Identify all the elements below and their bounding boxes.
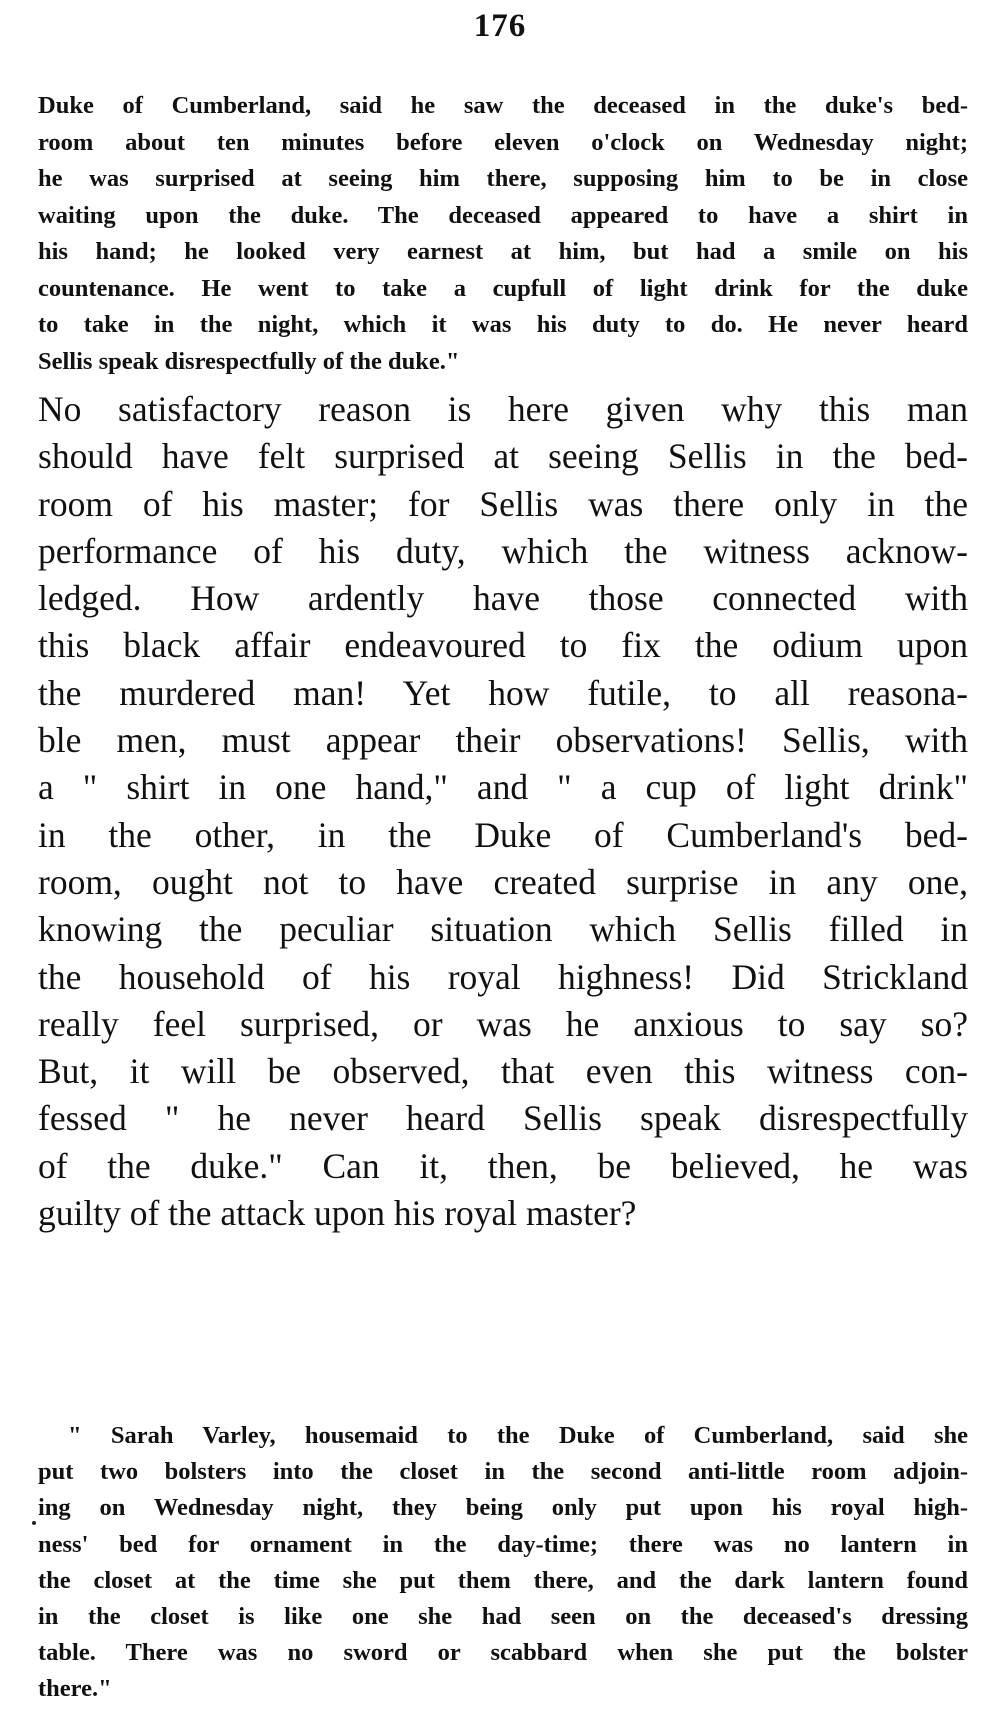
quote-bottom-line: there." bbox=[38, 1675, 112, 1703]
quote-top-line: Sellis speak disrespectfully of the duke." bbox=[38, 347, 460, 375]
quote-top-line: his hand; he looked very earnest at him, but had a smile on his bbox=[38, 238, 968, 265]
body-line: ledged. How ardently have those connected with bbox=[38, 578, 968, 619]
body-line: fessed " he never heard Sellis speak disrespectfully bbox=[38, 1098, 968, 1139]
quote-top-line: waiting upon the duke. The deceased appeared to have a shirt in bbox=[38, 201, 968, 229]
quote-top-line: countenance. He went to take a cupfull of light drink for the duke bbox=[38, 274, 968, 302]
body-line: the murdered man! Yet how futile, to all reasona- bbox=[38, 672, 968, 713]
quote-top-line: Duke of Cumberland, said he saw the deceased in the duke's bed- bbox=[38, 92, 968, 119]
quote-bottom-line: put two bolsters into the closet in the second anti-little room adjoin- bbox=[38, 1458, 968, 1486]
body-line: room, ought not to have created surprise in any one, bbox=[38, 861, 968, 902]
body-text bbox=[38, 386, 968, 1237]
body-line: performance of his duty, which the witness acknow- bbox=[38, 530, 968, 571]
quote-bottom-line: ness' bed for ornament in the day-time; there was no lantern in bbox=[38, 1530, 968, 1558]
body-line: of the duke." Can it, then, be believed, he was bbox=[38, 1145, 968, 1186]
body-line: knowing the peculiar situation which Sellis filled in bbox=[38, 909, 968, 950]
quote-top-line: he was surprised at seeing him there, supposing him to be in close bbox=[38, 165, 968, 192]
body-line: ble men, must appear their observations! Sellis, with bbox=[38, 720, 968, 761]
stray-mark bbox=[32, 1521, 36, 1525]
quote-top-line: room about ten minutes before eleven o'clock on Wednesday night; bbox=[38, 128, 968, 156]
body-line: should have felt surprised at seeing Sellis in the bed- bbox=[38, 436, 968, 477]
body-line: guilty of the attack upon his royal master? bbox=[38, 1193, 637, 1234]
body-line: really feel surprised, or was he anxious to say so? bbox=[38, 1003, 968, 1044]
body-line: in the other, in the Duke of Cumberland's bed- bbox=[38, 814, 968, 855]
quote-bottom-line: ing on Wednesday night, they being only put upon his royal high- bbox=[38, 1494, 968, 1522]
body-line: this black affair endeavoured to fix the odium upon bbox=[38, 625, 968, 666]
quote-bottom-line: in the closet is like one she had seen on the deceased's dressing bbox=[38, 1603, 968, 1631]
quote-bottom-line: " Sarah Varley, housemaid to the Duke of Cumberland, said she bbox=[68, 1422, 968, 1449]
body-line: room of his master; for Sellis was there only in the bbox=[38, 483, 968, 524]
quote-bottom-line: the closet at the time she put them there, and the dark lantern found bbox=[38, 1566, 968, 1594]
quote-top bbox=[38, 88, 968, 380]
body-line: the household of his royal highness! Did Strickland bbox=[38, 956, 968, 997]
quote-top-line: to take in the night, which it was his duty to do. He never heard bbox=[38, 311, 968, 338]
quote-bottom-line: table. There was no sword or scabbard when she put the bolster bbox=[38, 1639, 968, 1667]
body-line: But, it will be observed, that even this witness con- bbox=[38, 1051, 968, 1092]
page-number: 176 bbox=[473, 8, 527, 44]
quote-bottom bbox=[38, 1418, 968, 1708]
body-line: a " shirt in one hand," and " a cup of light drink" bbox=[38, 767, 968, 808]
body-line: No satisfactory reason is here given why this man bbox=[38, 389, 968, 429]
